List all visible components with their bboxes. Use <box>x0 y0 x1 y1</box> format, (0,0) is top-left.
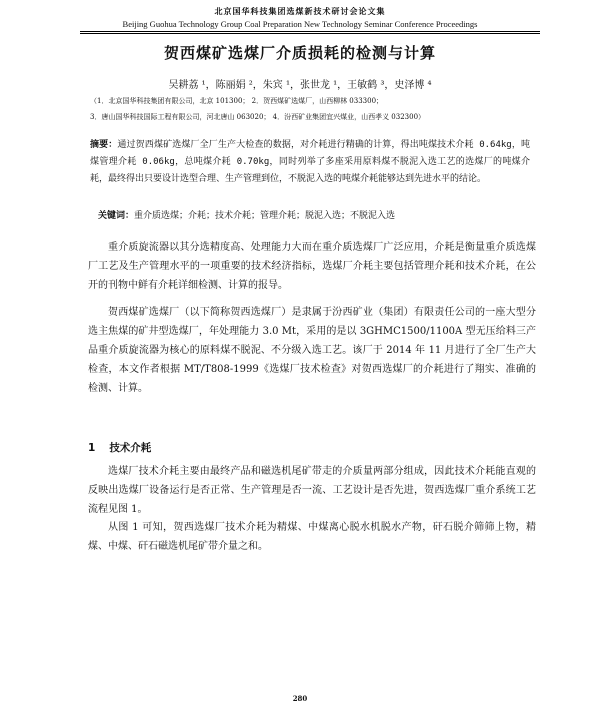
author-list: 吴耕荔 ¹，陈丽娟 ²，朱宾 ¹，张世龙 ¹，王敏鹤 ³，史泽博 ⁴ <box>168 80 432 91</box>
abstract-text: 通过贺西煤矿选煤厂全厂生产大检查的数据，对介耗进行精确的计算，得出吨煤技术介耗 0.64kg，吨煤管理介耗 0.06kg，总吨煤介耗 0.70kg，同时列举了多座采用原料煤不脱泥入选工艺的选煤厂的吨煤介耗，最终得出只要设计选型合理、生产管理到位，不脱泥入选的吨煤介耗能够达到先进水平的结论。 <box>90 140 530 184</box>
section-number: 1 <box>88 442 96 454</box>
running-header <box>0 6 600 29</box>
section-heading <box>88 440 151 455</box>
body-paragraph: 贺西煤矿选煤厂（以下简称贺西选煤厂）是隶属于汾西矿业（集团）有限责任公司的一座大型分选主焦煤的矿井型选煤厂，年处理能力 3.0 Mt，采用的是以 3GHMC1500/1100A 型无压给料三产品重介质旋流器为核心的原料煤不脱泥、不分级入选工艺。该厂于 2014 年 11 月进行了全厂生产大检查，本文作者根据 MT/T808-1999《选煤厂技术检查》对贺西选煤厂的介耗进行了翔实、准确的检测、计算。 <box>88 307 536 394</box>
body-paragraph: 从图 1 可知，贺西选煤厂技术介耗为精煤、中煤离心脱水机脱水产物，矸石脱介筛筛上物，精煤、中煤、矸石磁选机尾矿带介量之和。 <box>88 522 536 552</box>
header-rule <box>80 31 540 32</box>
body-paragraph: 重介质旋流器以其分选精度高、处理能力大而在重介质选煤厂广泛应用，介耗是衡量重介质选煤厂工艺及生产管理水平的一项重要的技术经济指标，选煤厂介耗主要包括管理介耗和技术介耗，在公开的刊物中鲜有介耗详细检测、计算的报导。 <box>88 242 536 291</box>
keywords <box>98 209 538 223</box>
page-number: 280 <box>292 694 308 703</box>
affiliation-line-2: 3．唐山国华科技国际工程有限公司，河北唐山 063020； 4．汾西矿业集团宜兴煤业，山西孝义 032300） <box>90 113 426 121</box>
section-title: 技术介耗 <box>109 442 152 454</box>
affiliation-line-1: （1．北京国华科技集团有限公司，北京 101300； 2．贺西煤矿选煤厂，山西柳林 033300； <box>90 97 384 105</box>
header-english: Beijing Guohua Technology Group Coal Preparation New Technology Seminar Conference Proceedings <box>122 19 478 29</box>
body-paragraph: 选煤厂技术介耗主要由最终产品和磁选机尾矿带走的介质量两部分组成，因此技术介耗能直观的反映出选煤厂设备运行是否正常、生产管理是否一流、工艺设计是否先进，贺西选煤厂重介系统工艺流程见图 1。 <box>88 466 536 515</box>
header-rule-thin <box>80 33 540 34</box>
abstract-label: 摘要： <box>90 140 118 150</box>
abstract <box>90 137 530 188</box>
paper-title: 贺西煤矿选煤厂介质损耗的检测与计算 <box>163 44 436 62</box>
header-chinese: 北京国华科技集团选煤新技术研讨会论文集 <box>214 6 386 16</box>
keywords-text: 重介质选煤；介耗；技术介耗；管理介耗；脱泥入选；不脱泥入选 <box>134 211 396 221</box>
keywords-label: 关键词： <box>98 211 135 221</box>
